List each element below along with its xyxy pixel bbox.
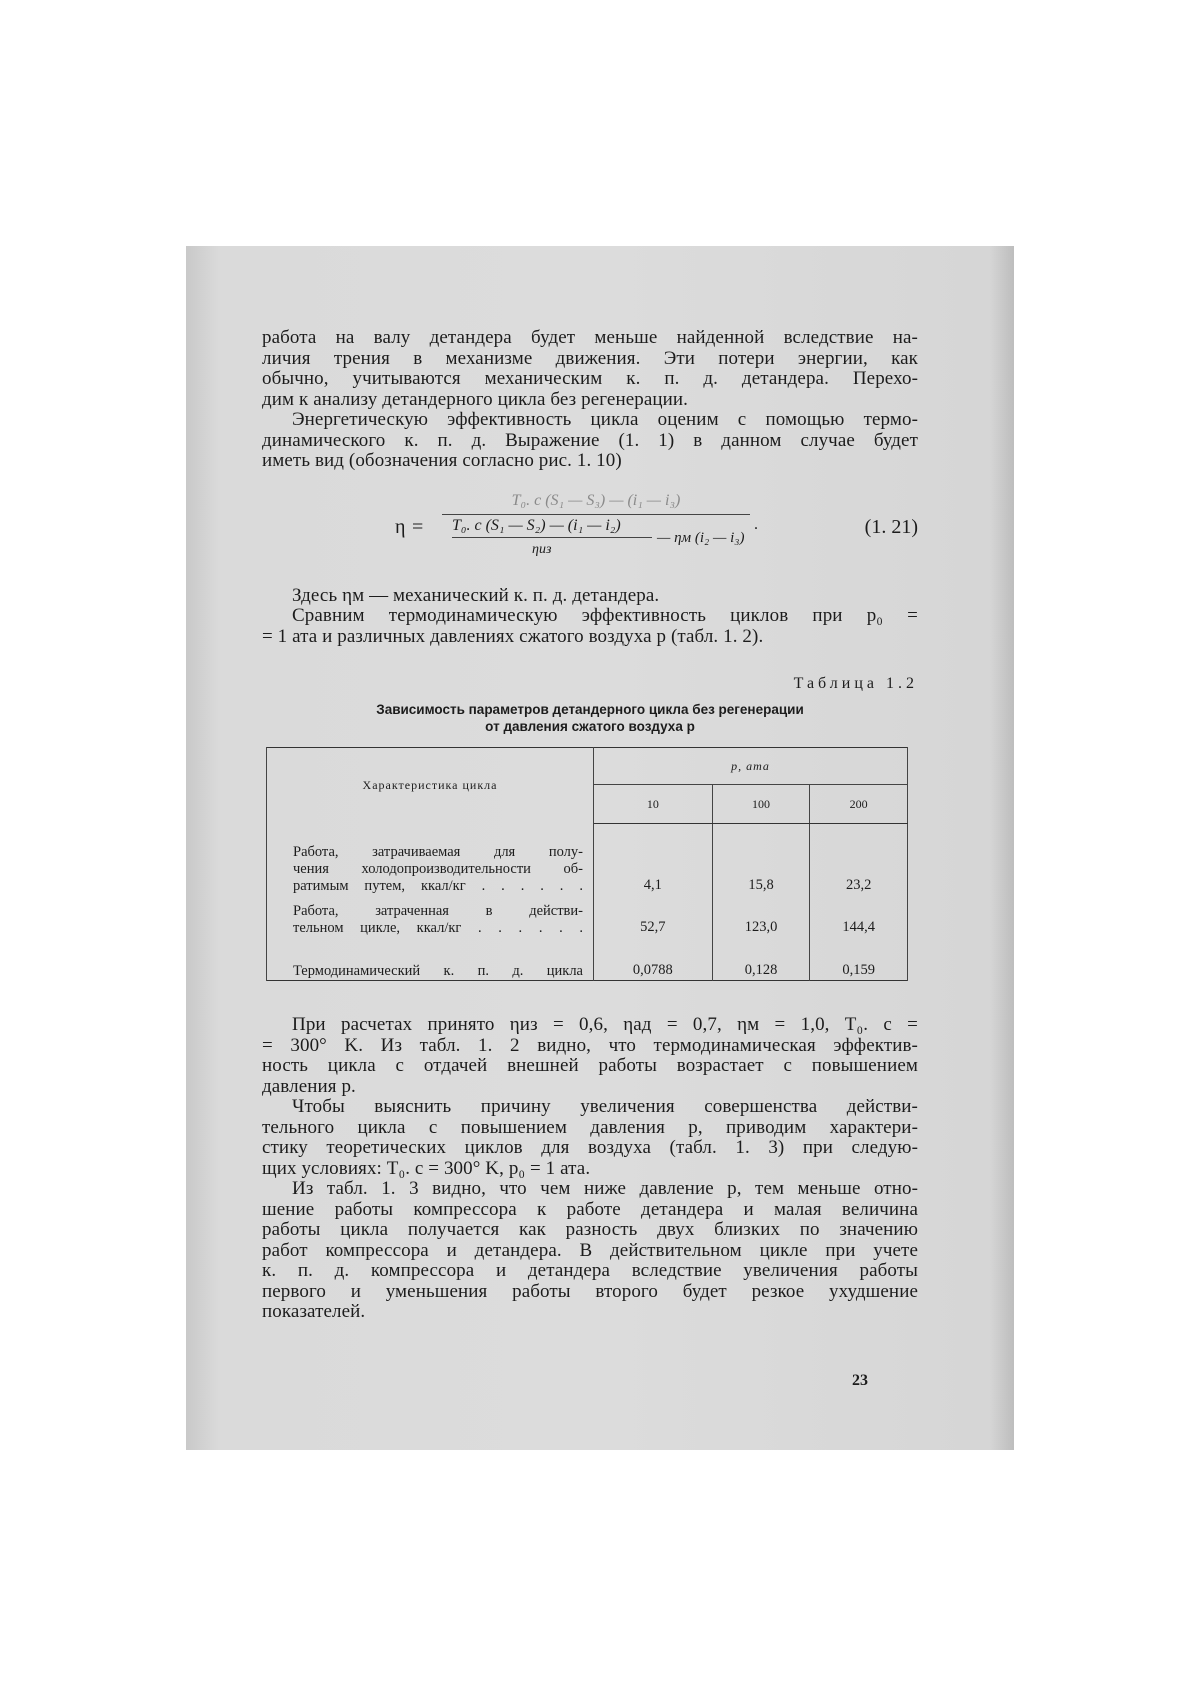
text-line: иметь вид (обозначения согласно рис. 1. 10): [262, 450, 622, 471]
formula-denominator-sub: ηиз: [532, 541, 552, 557]
text-line: Здесь ηм — механический к. п. д. детандера.: [292, 584, 660, 606]
text-line: Из табл. 1. 3 видно, что чем ниже давление p, тем меньше отно-: [292, 1178, 918, 1199]
fraction-bar-inner: [452, 537, 652, 538]
formula-denominator-main: T₀. c (S₁ — S₂) — (i₁ — i₂): [452, 516, 621, 534]
header-characteristic: Характеристика цикла: [267, 748, 594, 824]
row-label: [267, 937, 594, 981]
header-pressure-value: 200: [810, 785, 908, 824]
text-line: динамического к. п. д. Выражение (1. 1) в данном случае будет: [262, 429, 918, 451]
row-label-line: тельном цикле, ккал/кг . . . . . .: [293, 919, 583, 936]
table-body: [267, 824, 908, 981]
text-line: личия трения в механизме движения. Эти потери энергии, как: [262, 347, 918, 369]
table-row: [267, 824, 908, 895]
text-line: обычно, учитываются механическим к. п. д. детандера. Перехо-: [262, 368, 918, 389]
text-block-mid: [262, 586, 918, 648]
formula-numerator: T₀. c (S₁ — S₃) — (i₁ — i₃): [511, 491, 681, 509]
table-cell: 15,8: [712, 824, 810, 895]
table-row: [267, 937, 908, 981]
row-label: [267, 895, 594, 937]
table-cell: 144,4: [810, 895, 908, 937]
text-line: шение работы компрессора к работе детандера и малая величина: [262, 1198, 918, 1220]
equation-1-21: [262, 492, 918, 568]
row-label-line: ратимым путем, ккал/кг . . . . . .: [293, 877, 583, 894]
header-pressure-value: 10: [594, 785, 713, 824]
text-block-bottom: [262, 1015, 918, 1323]
text-line: При расчетах принято ηиз = 0,6, ηад = 0,7, ηм = 1,0, T₀. c =: [292, 1014, 918, 1035]
table-cell: 23,2: [810, 824, 908, 895]
formula-dot: .: [754, 515, 758, 533]
table-caption-line: Зависимость параметров детандерного цикла без регенерации: [376, 702, 804, 717]
data-table: [266, 747, 908, 981]
text-line: работа на валу детандера будет меньше найденной вследствие на-: [262, 327, 918, 348]
table-cell: 0,128: [712, 937, 810, 981]
text-block-top: [262, 328, 918, 472]
page-content: [262, 328, 918, 1323]
table-cell: 123,0: [712, 895, 810, 937]
formula-equals: =: [412, 515, 424, 538]
text-line: Чтобы выяснить причину увеличения совершенства действи-: [292, 1096, 918, 1117]
text-line: стику теоретических циклов для воздуха (табл. 1. 3) при следую-: [262, 1137, 918, 1158]
table-row: [267, 895, 908, 937]
table-cell: 0,0788: [594, 937, 713, 981]
formula-denominator-tail: — ηм (i₂ — i₃): [657, 529, 745, 546]
table-cell: 4,1: [594, 824, 713, 895]
text-line: Сравним термодинамическую эффективность циклов при p₀ =: [292, 605, 918, 626]
table-cell: 0,159: [810, 937, 908, 981]
text-line: ность цикла с отдачей внешней работы возрастает с повышением: [262, 1055, 918, 1076]
table-caption-line: от давления сжатого воздуха p: [485, 719, 695, 734]
text-line: тельного цикла с повышением давления p, приводим характери-: [262, 1116, 918, 1138]
text-line: дим к анализу детандерного цикла без регенерации.: [262, 388, 689, 410]
row-label-line: чения холодопроизводительности об-: [293, 860, 583, 877]
text-line: работ компрессора и детандера. В действительном цикле при учете: [262, 1239, 918, 1261]
fraction-bar-main: [442, 514, 750, 515]
text-line: щих условиях: T₀. c = 300° K, p₀ = 1 ата.: [262, 1157, 591, 1179]
text-line: Энергетическую эффективность цикла оценим с помощью термо-: [292, 409, 918, 430]
text-line: к. п. д. компрессора и детандера вследствие увеличения работы: [262, 1260, 918, 1281]
text-line: = 1 ата и различных давлениях сжатого воздуха p (табл. 1. 2).: [262, 625, 764, 647]
text-line: = 300° K. Из табл. 1. 2 видно, что термодинамическая эффектив-: [262, 1034, 918, 1056]
header-pressure-value: 100: [712, 785, 810, 824]
text-line: давления p.: [262, 1075, 356, 1097]
text-line: работы цикла получается как разность двух близких по значению: [262, 1219, 918, 1240]
equation-number: (1. 21): [864, 515, 918, 538]
row-label: [267, 824, 594, 895]
formula-lhs: η: [395, 515, 406, 538]
row-label-line: Работа, затрачиваемая для полу-: [293, 843, 583, 860]
table-cell: 52,7: [594, 895, 713, 937]
header-pressure: p, ата: [594, 748, 908, 785]
row-label-line: Работа, затраченная в действи-: [293, 902, 583, 919]
row-label-line: Термодинамический к. п. д. цикла: [293, 963, 583, 979]
page-number: 23: [852, 1372, 868, 1389]
text-line: первого и уменьшения работы второго будет резкое ухудшение: [262, 1280, 918, 1302]
table-caption: [262, 701, 918, 735]
text-line: показателей.: [262, 1301, 366, 1322]
table-label: Таблица 1.2: [793, 675, 918, 692]
